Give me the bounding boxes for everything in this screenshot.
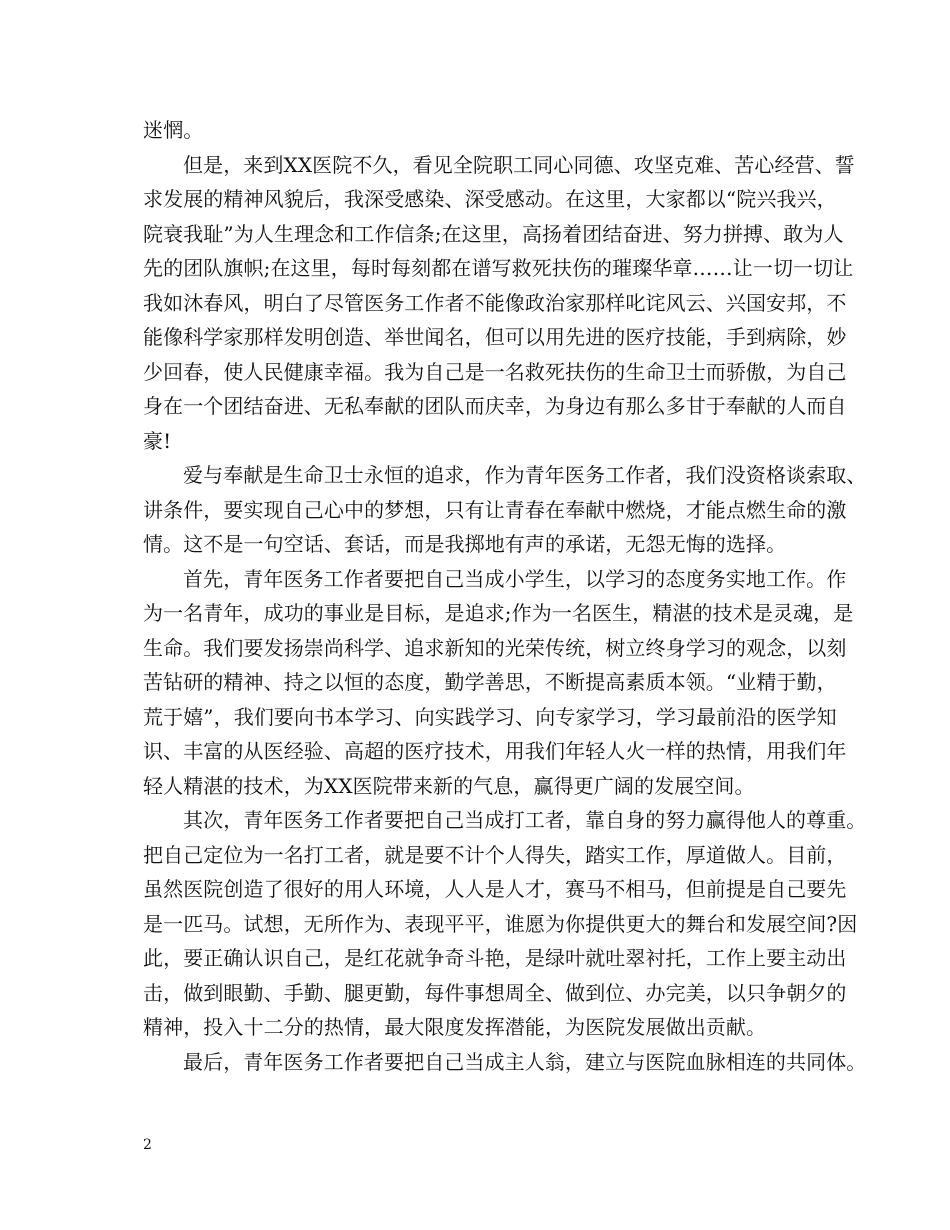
text-line: 苦钻研的精神、持之以恒的态度，勤学善思，不断提高素质本领。“业精于勤， xyxy=(143,670,837,694)
text-line: 把自己定位为一名打工者，就是要不计个人得失，踏实工作，厚道做人。目前， xyxy=(143,842,847,867)
text-line: 此，要正确认识自己，是红花就争奇斗艳，是绿叶就吐翠衬托，工作上要主动出 xyxy=(143,946,847,970)
text-line: 我如沐春风，明白了尽管医务工作者不能像政治家那样叱诧风云、兴国安邦，不 xyxy=(143,290,847,315)
text-line: 豪! xyxy=(143,428,172,453)
text-line: 为一名青年，成功的事业是目标，是追求;作为一名医生，精湛的技术是灵魂，是 xyxy=(143,601,854,625)
text-line: 精神，投入十二分的热情，最大限度发挥潜能，为医院发展做出贡献。 xyxy=(143,1015,767,1039)
text-line: 先的团队旗帜;在这里，每时每刻都在谱写救死扶伤的璀璨华章……让一切一切让 xyxy=(143,256,854,280)
document-body xyxy=(143,113,867,1079)
text-line: 是一匹马。试想，无所作为、表现平平，谁愿为你提供更大的舞台和发展空间?因 xyxy=(143,911,858,936)
text-line: 轻人精湛的技术，为XX医院带来新的气息，赢得更广阔的发展空间。 xyxy=(143,773,755,798)
text-line: 击，做到眼勤、手勤、腿更勤，每件事想周全、做到位、办完美，以只争朝夕的 xyxy=(143,980,847,1005)
text-line: 求发展的精神风貌后，我深受感染、深受感动。在这里，大家都以“院兴我兴， xyxy=(143,187,837,211)
text-line: 讲条件，要实现自己心中的梦想，只有让青春在奉献中燃烧，才能点燃生命的激 xyxy=(143,497,847,522)
paragraph-start-line: 但是，来到XX医院不久，看见全院职工同心同德、攻坚克难、苦心经营、誓 xyxy=(183,152,855,177)
paragraph-start-line: 爱与奉献是生命卫士永恒的追求，作为青年医务工作者，我们没资格谈索取、 xyxy=(183,463,867,487)
text-line: 院衰我耻”为人生理念和工作信条;在这里，高扬着团结奋进、努力拼搏、敢为人 xyxy=(143,221,844,246)
text-line: 识、丰富的从医经验、高超的医疗技术，用我们年轻人火一样的热情，用我们年 xyxy=(143,739,847,763)
text-line: 少回春，使人民健康幸福。我为自己是一名救死扶伤的生命卫士而骄傲，为自己 xyxy=(143,359,847,384)
text-line: 生命。我们要发扬崇尚科学、追求新知的光荣传统，树立终身学习的观念，以刻 xyxy=(143,635,847,660)
text-line: 虽然医院创造了很好的用人环境，人人是人才，赛马不相马，但前提是自己要先 xyxy=(143,877,847,901)
text-line: 身在一个团结奋进、无私奉献的团队而庆幸，为身边有那么多甘于奉献的人而自 xyxy=(143,394,847,418)
paragraph-start-line: 最后，青年医务工作者要把自己当成主人翁，建立与医院血脉相连的共同体。 xyxy=(183,1049,867,1074)
paragraph-start-line: 首先，青年医务工作者要把自己当成小学生，以学习的态度务实地工作。作 xyxy=(183,566,847,591)
text-line: 迷惘。 xyxy=(143,118,204,142)
text-line: 情。这不是一句空话、套话，而是我掷地有声的承诺，无怨无悔的选择。 xyxy=(143,532,787,556)
text-line: 荒于嬉”，我们要向书本学习、向实践学习、向专家学习，学习最前沿的医学知 xyxy=(143,704,837,729)
text-line: 能像科学家那样发明创造、举世闻名，但可以用先进的医疗技能，手到病除，妙 xyxy=(143,325,847,349)
page-number: 2 xyxy=(143,1137,152,1153)
paragraph-start-line: 其次，青年医务工作者要把自己当成打工者，靠自身的努力赢得他人的尊重。 xyxy=(183,808,867,832)
